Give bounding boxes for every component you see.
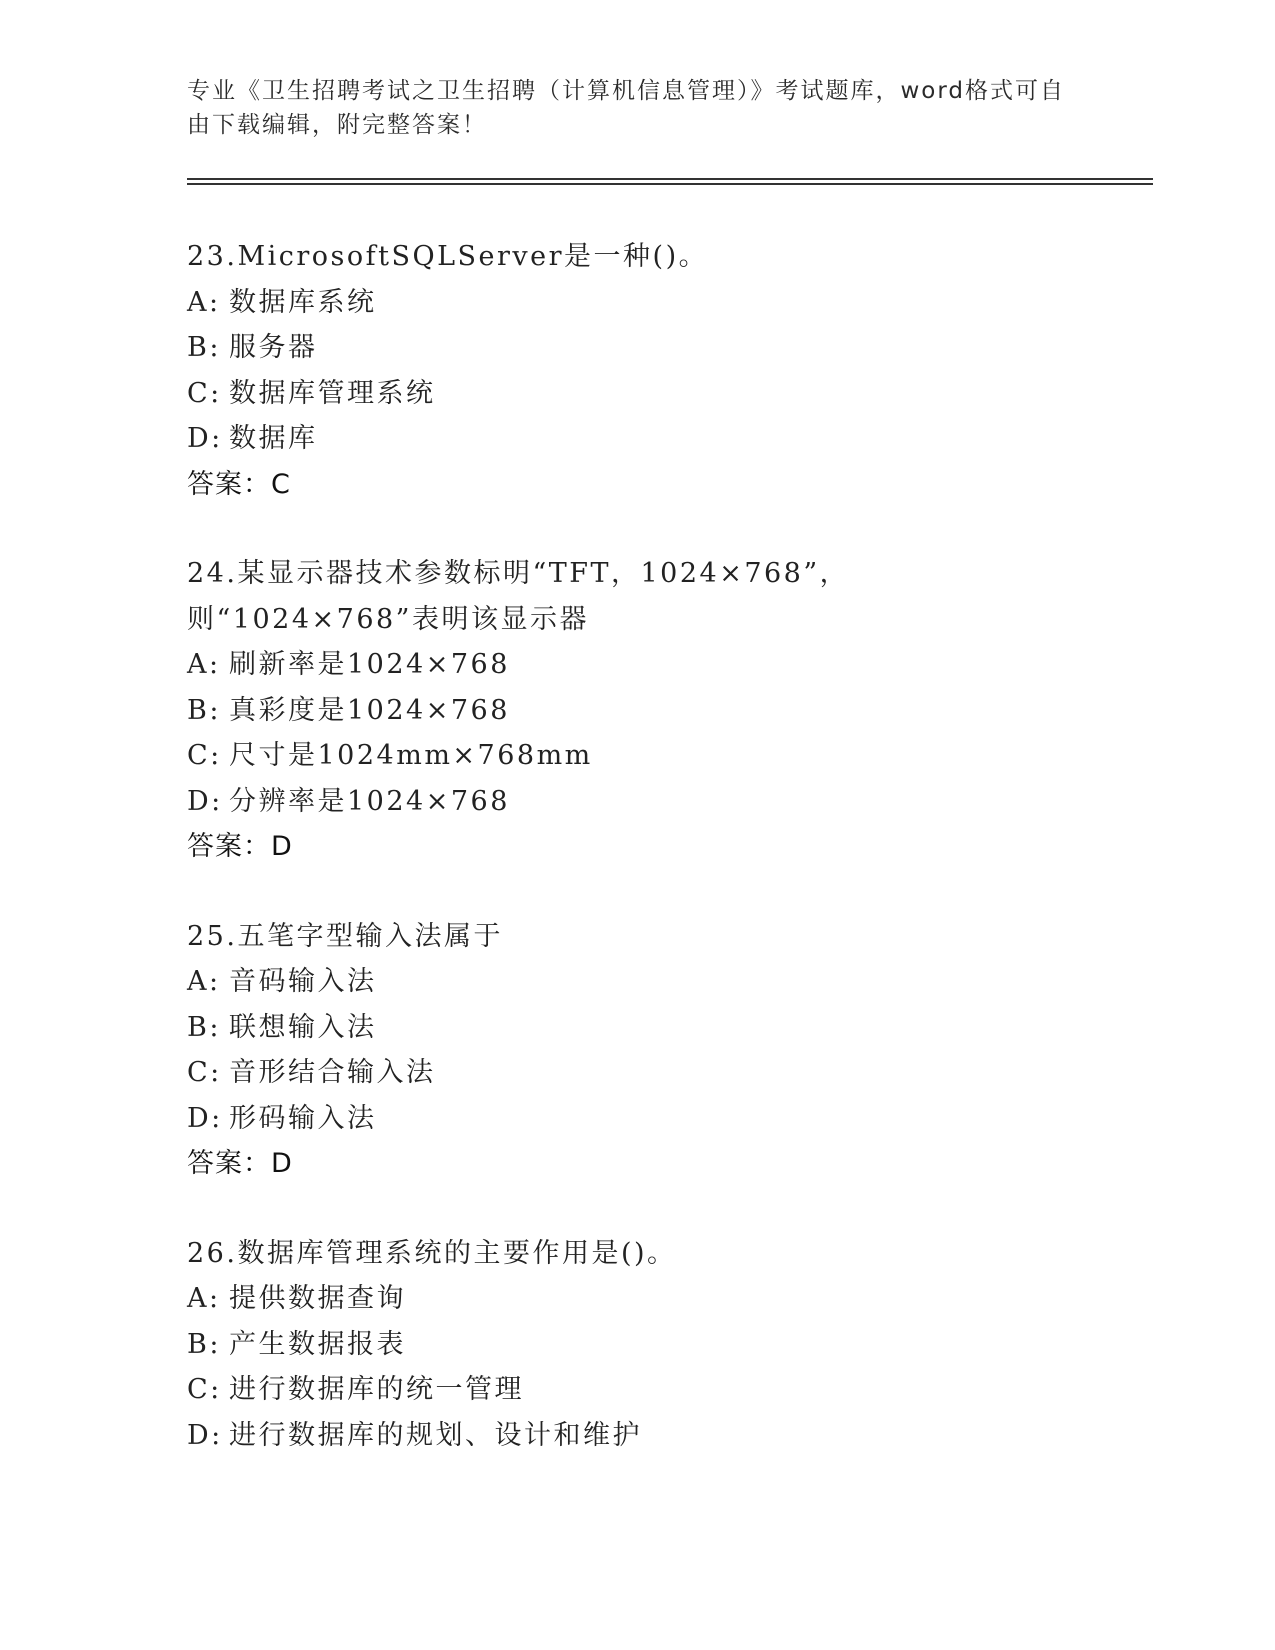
option-text: 数据库 bbox=[229, 423, 318, 454]
option-a bbox=[187, 959, 1087, 1005]
option-c bbox=[187, 371, 1087, 417]
option-c bbox=[187, 1050, 1087, 1096]
option-letter: A: bbox=[187, 1283, 221, 1314]
question-stem: 26.数据库管理系统的主要作用是()。 bbox=[187, 1237, 677, 1269]
option-letter: A: bbox=[187, 649, 221, 680]
header-rule-bottom bbox=[187, 183, 1153, 185]
option-letter: D: bbox=[187, 1419, 223, 1451]
question-list bbox=[187, 234, 1087, 1502]
option-letter: B: bbox=[187, 694, 221, 726]
question-23 bbox=[187, 234, 1087, 507]
option-b bbox=[187, 688, 1087, 734]
document-header: 专业《卫生招聘考试之卫生招聘（计算机信息管理）》考试题库，word格式可自由下载编辑，附完整答案！ bbox=[187, 78, 1066, 138]
option-letter: C: bbox=[187, 740, 222, 771]
option-a bbox=[187, 280, 1087, 326]
option-text: 真彩度是1024×768 bbox=[229, 694, 510, 726]
option-c bbox=[187, 1367, 1087, 1413]
option-letter: A: bbox=[187, 966, 221, 997]
question-stem: 23.MicrosoftSQLServer是一种()。 bbox=[187, 241, 709, 272]
option-text: 进行数据库的统一管理 bbox=[229, 1374, 524, 1405]
option-b bbox=[187, 325, 1087, 371]
question-stem: 24.某显示器技术参数标明“TFT，1024×768”，则“1024×768”表明该显示器 bbox=[187, 558, 850, 635]
option-text: 进行数据库的规划、设计和维护 bbox=[229, 1419, 642, 1451]
option-text: 分辨率是1024×768 bbox=[229, 785, 510, 817]
question-stem: 25.五笔字型输入法属于 bbox=[187, 920, 503, 952]
option-text: 刷新率是1024×768 bbox=[229, 649, 510, 680]
option-letter: B: bbox=[187, 332, 221, 363]
option-text: 提供数据查询 bbox=[229, 1283, 406, 1314]
answer-line: 答案：D bbox=[187, 1148, 293, 1179]
option-letter: B: bbox=[187, 1328, 221, 1360]
option-letter: C: bbox=[187, 1374, 222, 1405]
question-25 bbox=[187, 914, 1087, 1187]
option-text: 服务器 bbox=[229, 332, 318, 363]
option-letter: C: bbox=[187, 1057, 222, 1088]
option-text: 音码输入法 bbox=[229, 966, 377, 997]
option-text: 形码输入法 bbox=[229, 1102, 377, 1134]
option-c bbox=[187, 733, 1087, 779]
option-b bbox=[187, 1322, 1087, 1368]
option-a bbox=[187, 1276, 1087, 1322]
option-letter: C: bbox=[187, 377, 222, 409]
header-rule-top bbox=[187, 178, 1153, 180]
option-d bbox=[187, 1096, 1087, 1142]
option-text: 联想输入法 bbox=[229, 1011, 377, 1043]
option-letter: D: bbox=[187, 423, 223, 454]
option-text: 音形结合输入法 bbox=[229, 1057, 436, 1088]
option-text: 数据库系统 bbox=[229, 286, 377, 318]
option-letter: B: bbox=[187, 1011, 221, 1043]
answer-line: 答案：C bbox=[187, 468, 291, 500]
answer-line: 答案：D bbox=[187, 831, 293, 862]
option-a bbox=[187, 642, 1087, 688]
option-letter: A: bbox=[187, 286, 221, 318]
option-d bbox=[187, 416, 1087, 462]
option-letter: D: bbox=[187, 1102, 223, 1134]
option-letter: D: bbox=[187, 785, 223, 817]
option-d bbox=[187, 1413, 1087, 1459]
option-text: 尺寸是1024mm×768mm bbox=[229, 740, 593, 771]
option-text: 产生数据报表 bbox=[229, 1328, 406, 1360]
option-text: 数据库管理系统 bbox=[229, 377, 436, 409]
option-d bbox=[187, 779, 1087, 825]
question-26 bbox=[187, 1231, 1087, 1459]
option-b bbox=[187, 1005, 1087, 1051]
question-24 bbox=[187, 551, 1087, 870]
